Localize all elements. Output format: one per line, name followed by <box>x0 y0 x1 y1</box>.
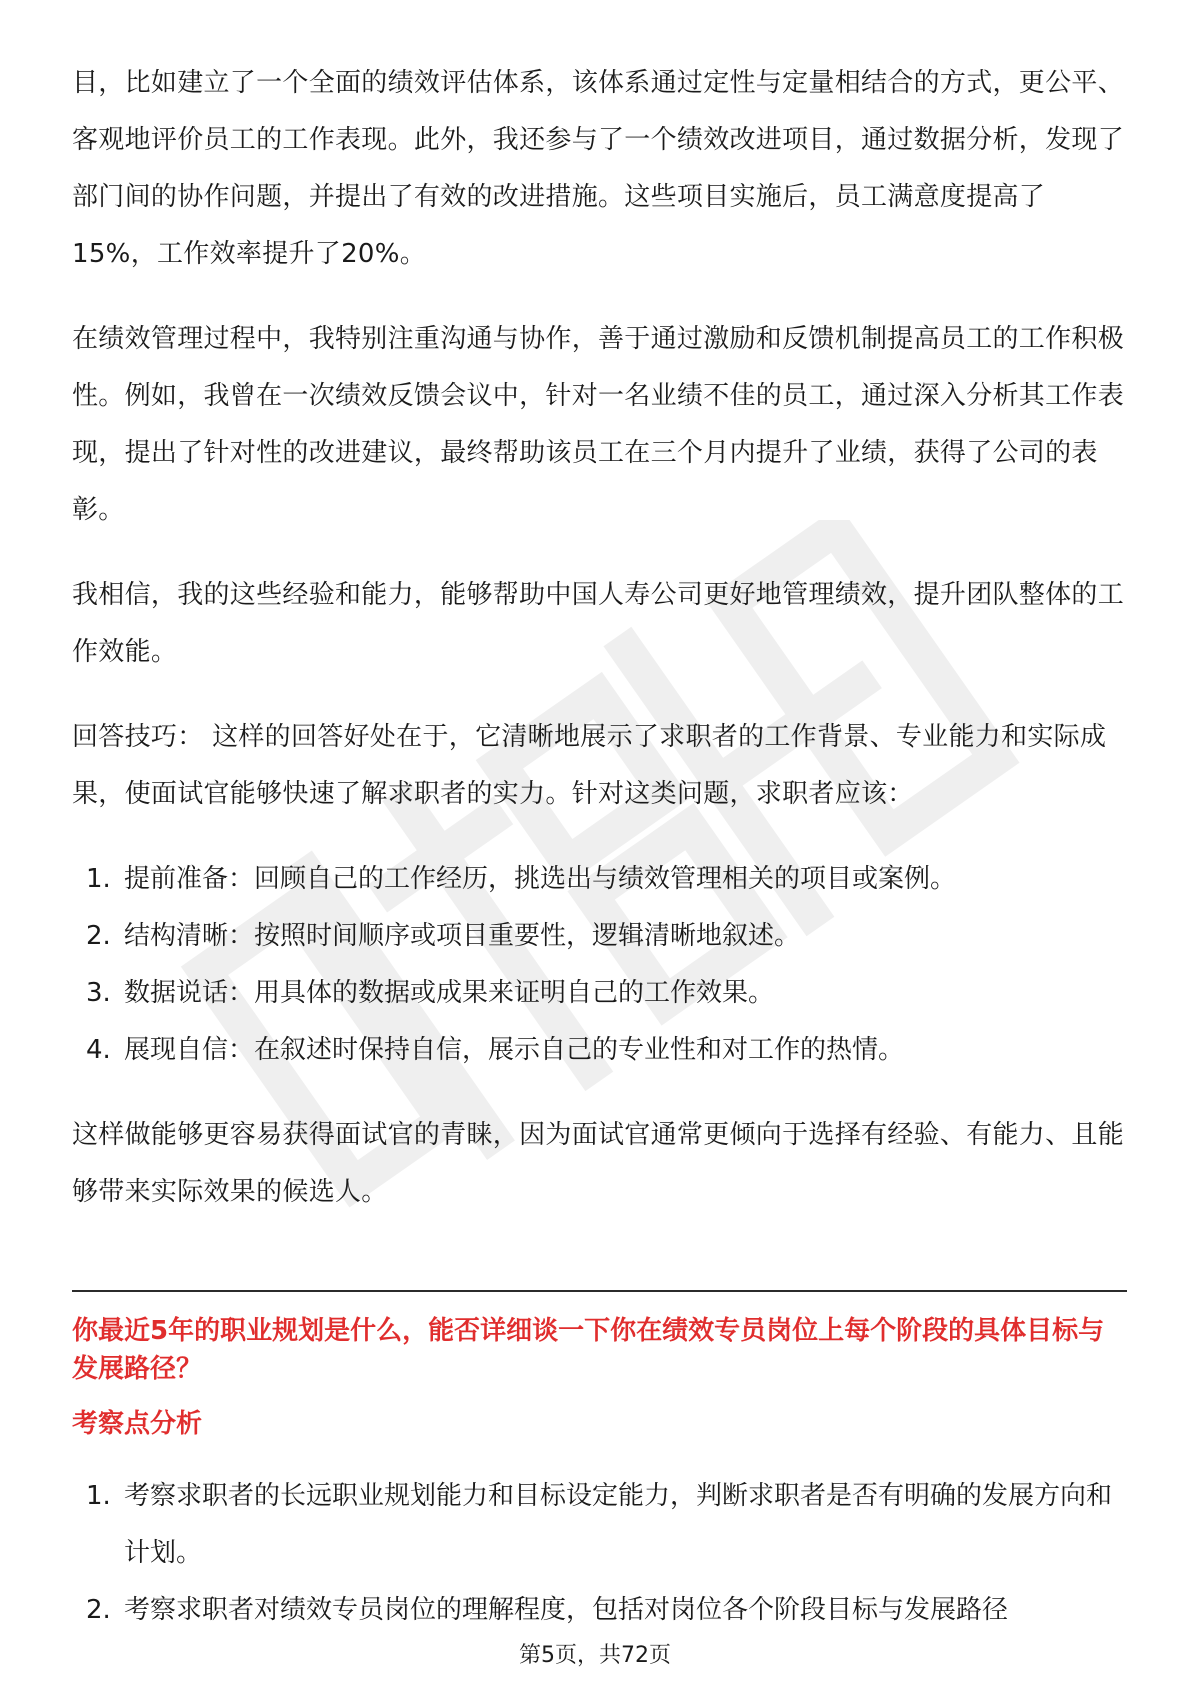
paragraph-2: 在绩效管理过程中，我特别注重沟通与协作，善于通过激励和反馈机制提高员工的工作积极性。例如，我曾在一次绩效反馈会议中，针对一名业绩不佳的员工，通过深入分析其工作表现，提出了针对性的改进建议，最终帮助该员工在三个月内提升了业绩，获得了公司的表彰。 <box>72 324 1125 525</box>
list-item <box>72 1468 1127 1582</box>
list-item <box>72 1022 1127 1079</box>
paragraph-3: 我相信，我的这些经验和能力，能够帮助中国人寿公司更好地管理绩效，提升团队整体的工作效能。 <box>72 580 1125 667</box>
list-item <box>72 908 1127 965</box>
list-item <box>72 965 1127 1022</box>
list-text: 考察求职者的长远职业规划能力和目标设定能力，判断求职者是否有明确的发展方向和计划。 <box>124 1481 1113 1568</box>
page-number-footer: 第5页，共72页 <box>519 1643 671 1668</box>
analysis-list <box>72 1468 1127 1639</box>
list-number: 3. <box>86 978 111 1008</box>
list-text: 提前准备：回顾自己的工作经历，挑选出与绩效管理相关的项目或案例。 <box>124 864 957 894</box>
main-content <box>72 55 1127 1221</box>
list-item <box>72 1582 1127 1639</box>
list-text: 数据说话：用具体的数据或成果来证明自己的工作效果。 <box>124 978 775 1008</box>
list-text: 考察求职者对绩效专员岗位的理解程度，包括对岗位各个阶段目标与发展路径 <box>124 1595 1009 1625</box>
list-text: 结构清晰：按照时间顺序或项目重要性，逻辑清晰地叙述。 <box>124 921 801 951</box>
list-number: 2. <box>86 921 111 951</box>
paragraph-conclusion: 这样做能够更容易获得面试官的青睐，因为面试官通常更倾向于选择有经验、有能力、且能够带来实际效果的候选人。 <box>72 1120 1125 1207</box>
list-number: 1. <box>86 864 111 894</box>
analysis-title: 考察点分析 <box>72 1409 203 1439</box>
question-heading: 你最近5年的职业规划是什么，能否详细谈一下你在绩效专员岗位上每个阶段的具体目标与发展路径？ <box>72 1316 1105 1384</box>
list-item <box>72 851 1127 908</box>
paragraph-1: 目，比如建立了一个全面的绩效评估体系，该体系通过定性与定量相结合的方式，更公平、客观地评价员工的工作表现。此外，我还参与了一个绩效改进项目，通过数据分析，发现了部门间的协作问题，并提出了有效的改进措施。这些项目实施后，员工满意度提高了15%，工作效率提升了20%。 <box>72 68 1125 269</box>
list-number: 1. <box>86 1481 111 1511</box>
list-number: 4. <box>86 1035 111 1065</box>
list-text: 展现自信：在叙述时保持自信，展示自己的专业性和对工作的热情。 <box>124 1035 905 1065</box>
list-number: 2. <box>86 1595 111 1625</box>
tips-list <box>72 851 1127 1079</box>
section-divider <box>72 1290 1127 1292</box>
paragraph-answer-tips: 回答技巧： 这样的回答好处在于，它清晰地展示了求职者的工作背景、专业能力和实际成果，使面试官能够快速了解求职者的实力。针对这类问题，求职者应该： <box>72 722 1107 809</box>
